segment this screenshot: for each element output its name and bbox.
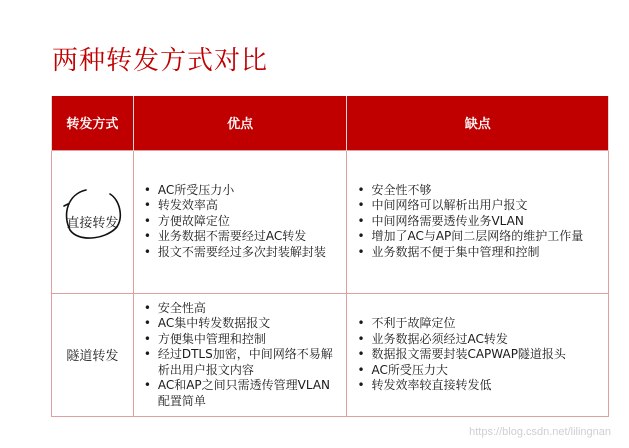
- list-item: • 中间网络需要透传业务VLAN: [355, 214, 600, 230]
- pros-list-direct: [142, 183, 339, 261]
- list-item: • 安全性高: [142, 301, 339, 317]
- list-item: • 业务数据不需要经过AC转发: [142, 229, 339, 245]
- pros-direct: [133, 150, 347, 293]
- list-item: • 数据报文需要封装CAPWAP隧道报头: [355, 347, 600, 363]
- method-direct: 直接转发: [52, 150, 134, 293]
- list-item: • 转发效率高: [142, 198, 339, 214]
- cons-list-direct: [355, 183, 600, 261]
- list-item: • 报文不需要经过多次封装解封装: [142, 245, 339, 261]
- cons-list-tunnel: [355, 316, 600, 394]
- comparison-table: [51, 96, 609, 417]
- slide-title: 两种转发方式对比: [52, 46, 269, 76]
- pros-tunnel: [133, 293, 347, 417]
- header-cons: 缺点: [347, 96, 609, 150]
- list-item: • AC集中转发数据报文: [142, 316, 339, 332]
- list-item: • 增加了AC与AP间二层网络的维护工作量: [355, 229, 600, 245]
- table-row-direct: [52, 150, 609, 293]
- list-item: • 安全性不够: [355, 183, 600, 199]
- table-header-row: [52, 96, 609, 150]
- list-item: • AC和AP之间只需透传管理VLAN配置简单: [142, 378, 339, 409]
- list-item: • 不利于故障定位: [355, 316, 600, 332]
- list-item: • AC所受压力小: [142, 183, 339, 199]
- pros-list-tunnel: [142, 301, 339, 410]
- method-tunnel: 隧道转发: [52, 293, 134, 417]
- watermark-text: https://blog.csdn.net/lilingnan: [469, 426, 611, 438]
- list-item: • 业务数据必须经过AC转发: [355, 332, 600, 348]
- list-item: • 方便集中管理和控制: [142, 332, 339, 348]
- cons-direct: [347, 150, 609, 293]
- list-item: • 业务数据不便于集中管理和控制: [355, 245, 600, 261]
- list-item: • 中间网络可以解析出用户报文: [355, 198, 600, 214]
- cons-tunnel: [347, 293, 609, 417]
- list-item: • AC所受压力大: [355, 363, 600, 379]
- list-item: • 方便故障定位: [142, 214, 339, 230]
- list-item: • 经过DTLS加密，中间网络不易解析出用户报文内容: [142, 347, 339, 378]
- header-method: 转发方式: [52, 96, 134, 150]
- list-item: • 转发效率较直接转发低: [355, 378, 600, 394]
- table-row-tunnel: [52, 293, 609, 417]
- header-pros: 优点: [133, 96, 347, 150]
